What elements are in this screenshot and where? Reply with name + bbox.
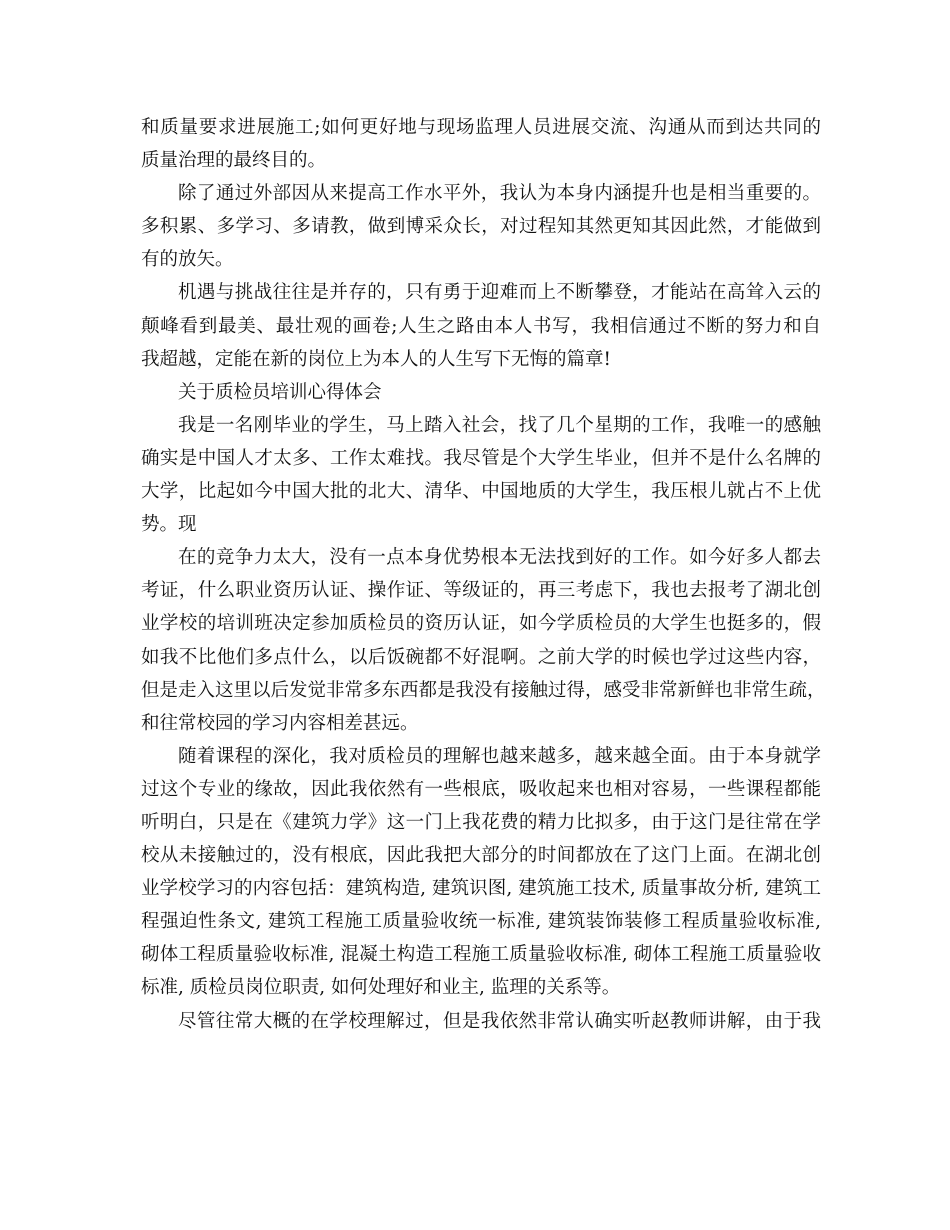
paragraph-start-line: 机遇与挑战往往是并存的，只有勇于迎难而上不断攀登，才能站在高耸入云的 [178, 282, 821, 304]
text-line: 我超越，定能在新的岗位上为本人的人生写下无悔的篇章! [141, 348, 611, 370]
text-line: 听明白，只是在《建筑力学》这一门上我花费的精力比拟多，由于这门是往常在学 [141, 811, 821, 833]
text-line: 多积累、多学习、多请教，做到博采众长，对过程知其然更知其因此然，才能做到 [141, 216, 821, 238]
section-heading: 关于质检员培训心得体会 [178, 381, 382, 403]
paragraph-start-line: 在的竞争力太大，没有一点本身优势根本无法找到好的工作。如今好多人都去 [178, 547, 821, 569]
document-body [141, 111, 826, 1038]
text-line: 业学校学习的内容包括：建筑构造, 建筑识图, 建筑施工技术, 质量事故分析, 建筑工 [141, 878, 821, 900]
paragraph-start-line: 我是一名刚毕业的学生，马上踏入社会，找了几个星期的工作，我唯一的感触 [178, 414, 821, 436]
text-line: 颠峰看到最美、最壮观的画卷;人生之路由本人书写，我相信通过不断的努力和自 [141, 315, 821, 337]
paragraph-start-line: 随着课程的深化，我对质检员的理解也越来越多，越来越全面。由于本身就学 [178, 745, 821, 767]
text-line: 但是走入这里以后发觉非常多东西都是我没有接触过得，感受非常新鲜也非常生疏， [141, 679, 826, 701]
text-line: 标准, 质检员岗位职责, 如何处理好和业主, 监理的关系等。 [141, 977, 621, 999]
text-line: 程强迫性条文, 建筑工程施工质量验收统一标准, 建筑装饰装修工程质量验收标准, [141, 911, 821, 933]
text-line: 如我不比他们多点什么，以后饭碗都不好混啊。之前大学的时候也学过这些内容， [141, 646, 821, 668]
text-line: 质量治理的最终目的。 [141, 150, 327, 172]
text-line: 业学校的培训班决定参加质检员的资历认证，如今学质检员的大学生也挺多的，假 [141, 613, 821, 635]
text-line: 确实是中国人才太多、工作太难找。我尽管是个大学生毕业，但并不是什么名牌的 [141, 447, 821, 469]
text-line: 过这个专业的缘故，因此我依然有一些根底，吸收起来也相对容易，一些课程都能 [141, 778, 821, 800]
text-line: 势。现 [141, 514, 197, 536]
paragraph-start-line: 尽管往常大概的在学校理解过，但是我依然非常认确实听赵教师讲解，由于我 [178, 1010, 821, 1032]
text-line: 有的放矢。 [141, 249, 234, 271]
paragraph-start-line: 除了通过外部因从来提高工作水平外，我认为本身内涵提升也是相当重要的。 [178, 183, 821, 205]
text-line: 砌体工程质量验收标准, 混凝土构造工程施工质量验收标准, 砌体工程施工质量验收 [141, 944, 821, 966]
text-line: 大学，比起如今中国大批的北大、清华、中国地质的大学生，我压根儿就占不上优 [141, 481, 821, 503]
text-line: 和往常校园的学习内容相差甚远。 [141, 712, 419, 734]
text-line: 校从未接触过的，没有根底，因此我把大部分的时间都放在了这门上面。在湖北创 [141, 845, 821, 867]
text-line: 和质量要求进展施工;如何更好地与现场监理人员进展交流、沟通从而到达共同的 [141, 117, 821, 138]
text-line: 考证，什么职业资历认证、操作证、等级证的，再三考虑下，我也去报考了湖北创 [141, 580, 821, 602]
